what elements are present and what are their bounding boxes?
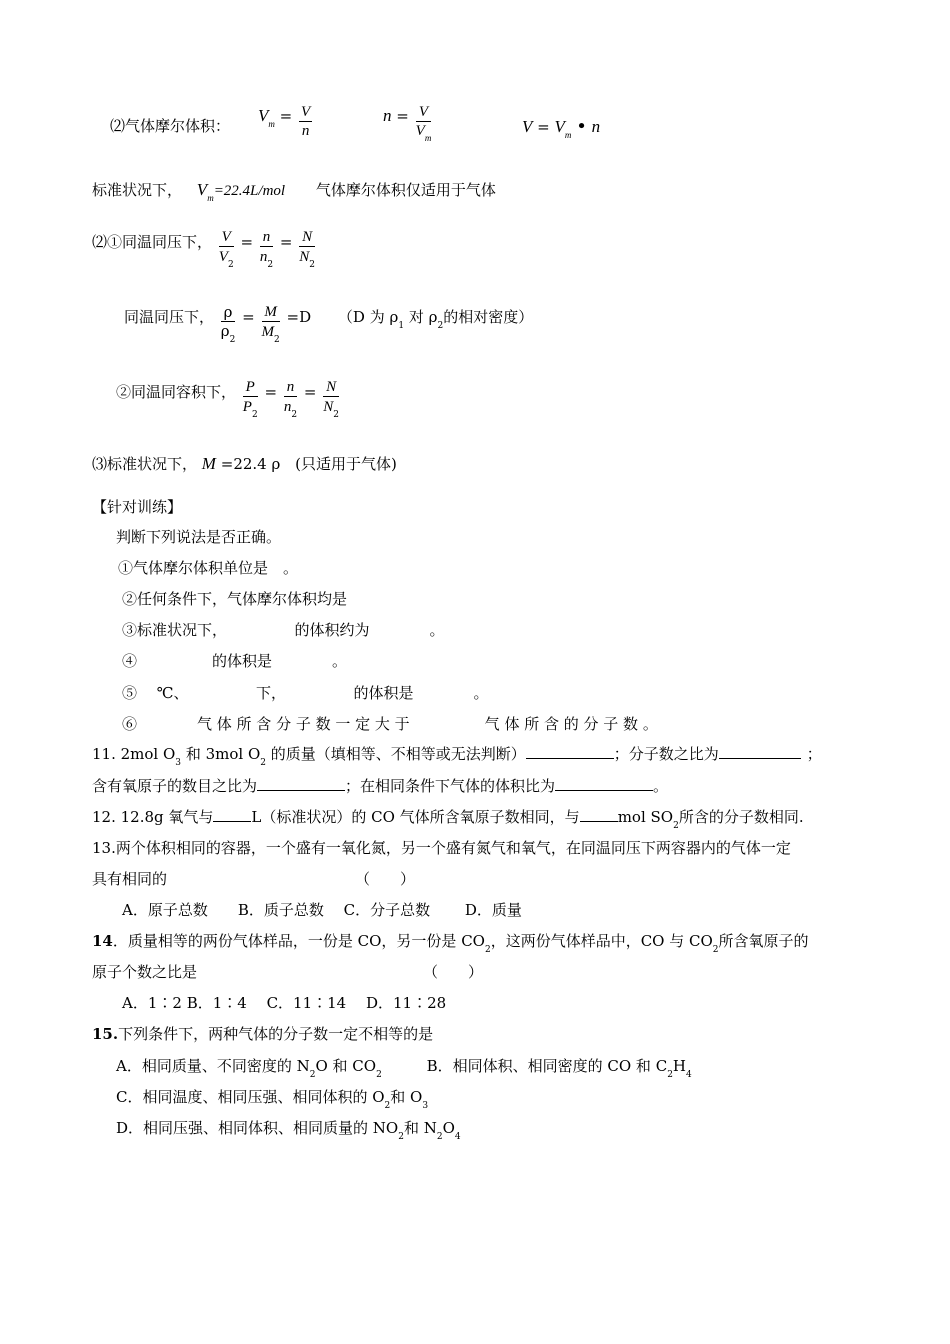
question-13-options: A．原子总数 B．质子总数 C．分子总数 D．质量 (122, 901, 522, 919)
answer-blank[interactable] (526, 744, 614, 759)
answer-blank[interactable] (719, 744, 801, 759)
question-15-options-ab: A．相同质量、不同密度的 $N_2O$ 和 $CO_2$ B．相同体积、相同密度的 CO 和 $C_2H_4$ (116, 1057, 692, 1080)
practice-item-3: ③标准状况下， 的体积约为 。 (122, 621, 445, 639)
same-temp-volume-ratio: ②同温同容积下， $\frac{P}{P_2}$ = $\frac{n}{n_2}$ = $\frac{N}{N_2}$ (116, 379, 339, 420)
question-15-option-c: C．相同温度、相同压强、相同体积的 $O_2$和 $O_3$ (116, 1088, 429, 1111)
practice-item-5: ⑤ ℃、 下， 的体积是 。 (122, 684, 489, 702)
gas-molar-volume-label: ⑵气体摩尔体积： (110, 117, 231, 135)
practice-item-4: ④ 的体积是 。 (122, 652, 348, 670)
practice-item-2: ②任何条件下，气体摩尔体积均是 (122, 590, 348, 608)
answer-blank[interactable] (257, 776, 345, 791)
same-temp-pressure-ratio-2: 同温同压下， $\frac{\rho}{\rho_2}$ = $\frac{M}{M_2}$ =D （D 为 $\rho_1$ 对 $\rho_2$的相对密度） (124, 303, 534, 345)
question-11-line-1: 11. 2mol $O_3$ 和 3mol $O_2$ 的质量（填相等、不相等或无法判断） ；分子数之比为 ； (92, 745, 822, 768)
formula-vm-eq-v-over-n: $V_m$ = $\frac{V}{n}$ (258, 104, 311, 139)
question-12: 12. 12.8g 氧气与 L（标准状况）的 CO 气体所含氧原子数相同，与 mol $SO_2$所含的分子数相同. (92, 808, 804, 831)
standard-conditions-line: 标准状况下， $V_m=22.4L$/mol 气体摩尔体积仅适用于气体 (92, 180, 496, 203)
formula-v-eq-vm-n: $V = V_m$ • n (522, 116, 601, 140)
question-15-title: 15.下列条件下，两种气体的分子数一定不相等的是 (92, 1025, 434, 1043)
formula-n-eq-v-over-vm: n = $\frac{V}{V_m}$ (383, 104, 432, 143)
answer-blank[interactable] (555, 776, 653, 791)
question-15-option-d: D．相同压强、相同体积、相同质量的 $NO_2$和 $N_2O_4$ (116, 1119, 461, 1142)
answer-blank[interactable] (213, 807, 251, 822)
answer-blank[interactable] (580, 807, 618, 822)
practice-title: 【针对训练】 (92, 498, 183, 516)
same-temp-pressure-ratio-1: ⑵①同温同压下， $\frac{V}{V_2}$ = $\frac{n}{n_2}$ = $\frac{N}{N_2}$ (92, 229, 315, 270)
question-11-line-2: 含有氧原子的数目之比为 ；在相同条件下气体的体积比为 。 (92, 777, 669, 795)
question-14-options: A．1∶2 B．1∶4 C．11∶14 D．11∶28 (122, 994, 447, 1012)
question-14-line-2: 原子个数之比是 （ ） (92, 963, 484, 981)
molar-mass-density-line: ⑶标准状况下， M =22.4 ρ (只适用于气体) (92, 454, 397, 473)
practice-item-1: ①气体摩尔体积单位是 。 (118, 559, 299, 577)
question-13-line-2: 具有相同的 （ ） (92, 870, 416, 888)
question-13-line-1: 13.两个体积相同的容器，一个盛有一氧化氮，另一个盛有氮气和氧气，在同温同压下两容器内的气体一定 (92, 839, 791, 857)
practice-item-6: ⑥ 气 体 所 含 分 子 数 一 定 大 于 气 体 所 含 的 分 子 数 。 (122, 715, 658, 733)
practice-intro: 判断下列说法是否正确。 (116, 528, 282, 546)
question-14-line-1: 14．质量相等的两份气体样品，一份是 CO，另一份是 $CO_2$，这两份气体样品中，CO 与 $CO_2$所含氧原子的 (92, 932, 809, 955)
